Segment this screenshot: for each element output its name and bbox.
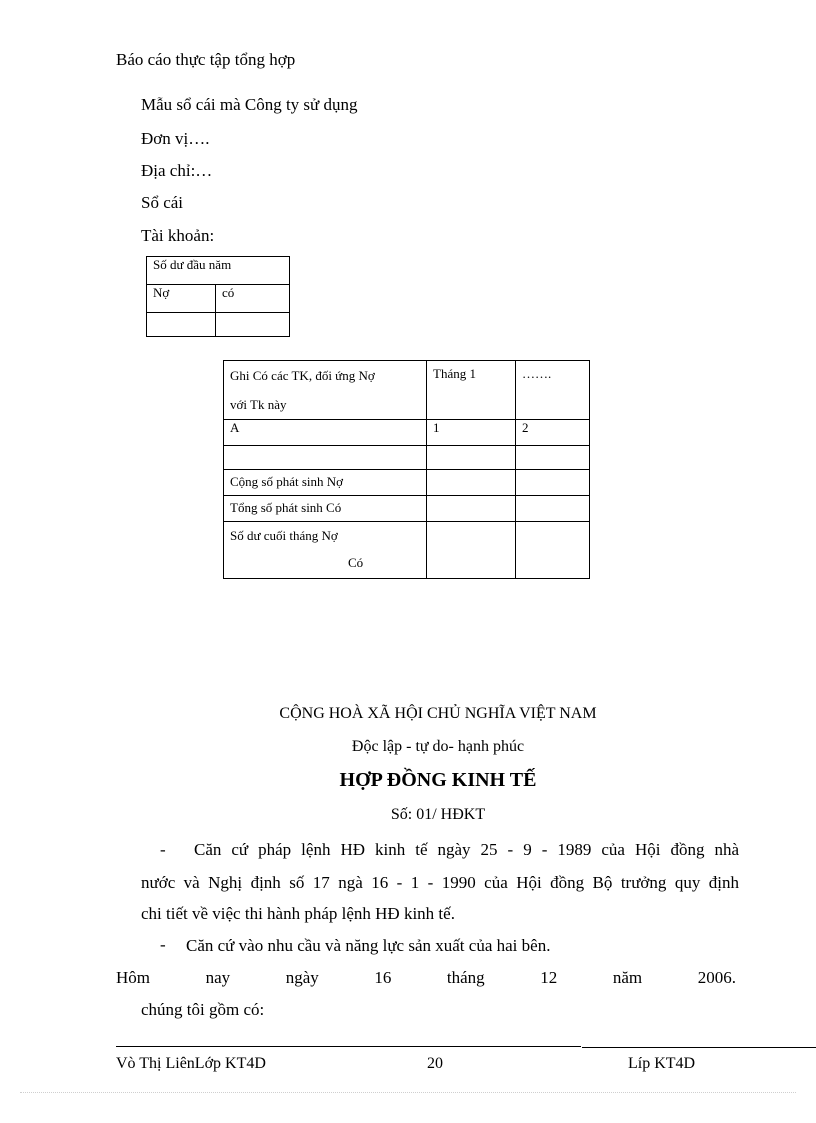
ledger-closing-line2: Có bbox=[348, 555, 364, 570]
ledger-row-label-a: A bbox=[224, 420, 427, 446]
ledger-total-debit: Cộng số phát sinh Nợ bbox=[224, 470, 427, 496]
footer-page-number: 20 bbox=[427, 1055, 443, 1072]
opening-balance-title: Số dư đầu năm bbox=[147, 257, 290, 285]
ledger-empty-cell bbox=[516, 470, 590, 496]
ledger-intro: Mẫu sổ cái mà Công ty sử dụng bbox=[141, 95, 358, 114]
basis2-bullet: - bbox=[160, 935, 166, 954]
ledger-empty-cell bbox=[427, 470, 516, 496]
date-year: 2006. bbox=[697, 968, 736, 987]
ledger-empty-cell bbox=[516, 446, 590, 470]
ledger-header-line1: Ghi Có các TK, đối ứng Nợ bbox=[230, 368, 375, 383]
contract-title: HỢP ĐỒNG KINH TẾ bbox=[339, 769, 537, 791]
report-header-title: Báo cáo thực tập tổng hợp bbox=[116, 50, 296, 69]
ledger-header-month: Tháng 1 bbox=[427, 361, 516, 420]
date-day: 16 bbox=[374, 968, 392, 987]
ledger-closing-line1: Số dư cuối tháng Nợ bbox=[230, 528, 338, 543]
basis1-line1: Căn cứ pháp lệnh HĐ kinh tế ngày 25 - 9 - 1989 của Hội đồng nhà bbox=[194, 840, 739, 859]
ledger-main-table bbox=[223, 360, 590, 579]
footer-author-class: Vò Thị LiênLớp KT4D bbox=[116, 1055, 266, 1072]
ledger-closing-balance bbox=[224, 522, 427, 579]
ledger-empty-cell bbox=[427, 446, 516, 470]
parties-line: chúng tôi gồm có: bbox=[141, 1000, 265, 1019]
contract-number: Số: 01/ HĐKT bbox=[390, 806, 486, 823]
basis1-bullet: - bbox=[160, 840, 166, 859]
ledger-empty-cell bbox=[427, 522, 516, 579]
ledger-total-credit: Tổng số phát sinh Có bbox=[224, 496, 427, 522]
opening-debit-header: Nợ bbox=[147, 285, 216, 313]
book-line: Sổ cái bbox=[141, 193, 184, 212]
opening-debit-cell bbox=[147, 313, 216, 337]
page-break-divider bbox=[20, 1092, 796, 1093]
footer-rule-left bbox=[116, 1046, 581, 1047]
unit-line: Đơn vị…. bbox=[141, 129, 210, 148]
date-word: Hôm bbox=[116, 968, 150, 987]
nation-heading: CỘNG HOÀ XÃ HỘI CHỦ NGHĨA VIỆT NAM bbox=[279, 705, 597, 722]
ledger-empty-cell bbox=[516, 522, 590, 579]
opening-credit-cell bbox=[216, 313, 290, 337]
ledger-header-line2: với Tk này bbox=[230, 397, 287, 412]
ledger-row-label-1: 1 bbox=[427, 420, 516, 446]
opening-balance-table bbox=[146, 256, 290, 337]
date-word: năm bbox=[612, 968, 643, 987]
date-word: nay bbox=[205, 968, 231, 987]
ledger-header-account bbox=[224, 361, 427, 420]
basis1-line2: nước và Nghị định số 17 ngà 16 - 1 - 1990 của Hội đồng Bộ trưởng quy định bbox=[141, 873, 739, 892]
date-word: ngày bbox=[285, 968, 319, 987]
contract-date-line bbox=[116, 968, 736, 988]
ledger-empty-cell bbox=[224, 446, 427, 470]
ledger-header-more: ……. bbox=[516, 361, 590, 420]
footer-rule-right bbox=[582, 1047, 816, 1048]
date-month: 12 bbox=[540, 968, 558, 987]
date-word: tháng bbox=[446, 968, 485, 987]
ledger-row-label-2: 2 bbox=[516, 420, 590, 446]
footer-class-label: Líp KT4D bbox=[628, 1055, 696, 1072]
address-line: Địa chỉ:… bbox=[141, 161, 213, 180]
ledger-empty-cell bbox=[427, 496, 516, 522]
basis1-line3: chi tiết về việc thi hành pháp lệnh HĐ kinh tế. bbox=[141, 904, 455, 923]
basis2-line: Căn cứ vào nhu cầu và năng lực sản xuất của hai bên. bbox=[186, 936, 551, 955]
ledger-empty-cell bbox=[516, 496, 590, 522]
motto-heading: Độc lập - tự do- hạnh phúc bbox=[351, 738, 525, 755]
opening-credit-header: có bbox=[216, 285, 290, 313]
account-line: Tài khoản: bbox=[141, 226, 215, 245]
